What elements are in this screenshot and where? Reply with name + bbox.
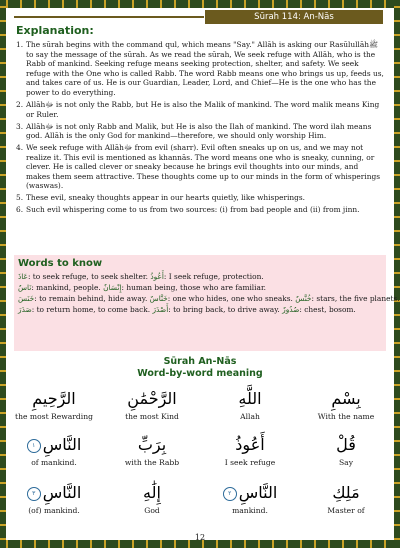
- meaning: God: [144, 506, 160, 515]
- wbw-cell: [112, 480, 192, 516]
- arabic-word: أَعُوذُ: [150, 272, 164, 281]
- wbw-cell: [112, 386, 192, 422]
- item-text: We seek refuge with Allāhﷻ from evil (sharr). Evil often sneaks up on us, and we may not realize it. This evil is mentioned as khannās. The word means one who is sneaky, cunning, or clever. He is called clever or sneaky because he brings evil thoughts into our minds, and makes them seem attractive. These thoughts come up to our minds in the form of whisperings (waswas).: [26, 143, 380, 191]
- meaning: With the name: [317, 412, 375, 421]
- item-number: 1.: [16, 40, 24, 49]
- definition: : to return home, to come back.: [31, 305, 151, 314]
- arabic-word: بِسْمِ: [331, 389, 361, 408]
- arabic-word: نَاسٌ: [18, 283, 32, 292]
- wbw-cell: [210, 386, 290, 422]
- item-text: The sūrah begins with the command qul, which means "Say." Allāh is asking our Rasūlullāhﷺ to say the message of the sūrah. As we read the sūrah, We seek refuge with Allāh, who is the Rabb of mankind. Seeking refuge means seeking protection, shelter, and safety. We seek refuge with the One who is called Rabb. The word Rabb means one who brings us up, feeds us, and takes care of us. He is our Guardian, Leader, Lord, and Chief—He is the one who has the power to do everything.: [26, 40, 384, 97]
- definition: : to remain behind, hide away.: [34, 294, 148, 303]
- arabic-word: مَلِكِ: [332, 483, 360, 502]
- arabic-word: صَدَرَ: [18, 305, 32, 314]
- wbw-cell: [112, 432, 192, 468]
- wbw-cell: [306, 386, 386, 422]
- definition: : to bring back, to drive away.: [168, 305, 280, 314]
- definition: : one who hides, one who sneaks.: [167, 294, 293, 303]
- definition: : mankind, people.: [31, 283, 101, 292]
- explanation-item: [16, 193, 384, 203]
- definition: : human being, those who are familiar.: [121, 283, 267, 292]
- item-number: 3.: [16, 121, 24, 131]
- arabic-word: خَنَّاسٌ: [149, 294, 168, 303]
- item-text: Allāhﷻ is not only the Rabb, but He is also the Malik of mankind. The word malik means King or Ruler.: [26, 99, 380, 119]
- wbw-cell: [210, 432, 290, 468]
- arabic-word: [14, 480, 94, 506]
- vocab-row: [18, 304, 382, 315]
- decorative-border-top: [0, 0, 400, 8]
- arabic-word: اللَّهِ: [238, 389, 262, 408]
- ayah-marker-icon: ١: [27, 439, 41, 453]
- wbw-cell: [210, 480, 290, 516]
- wbw-cell: [306, 432, 386, 468]
- definition: : I seek refuge, protection.: [163, 272, 264, 281]
- header-rule: [14, 16, 204, 18]
- arabic-word: بِرَبِّ: [137, 435, 167, 454]
- item-text: These evil, sneaky thoughts appear in our hearts quietly, like whisperings.: [26, 193, 305, 203]
- explanation-item: [16, 100, 384, 119]
- ayah-marker-icon: ٣: [27, 487, 41, 501]
- wbw-cell: [14, 432, 94, 468]
- ayah-marker-icon: ٢: [223, 487, 237, 501]
- meaning: the most Kind: [125, 412, 179, 421]
- definition: : to seek refuge, to seek shelter.: [27, 272, 148, 281]
- vocab-row: [18, 282, 382, 293]
- arabic-word: خَنَسَ: [18, 294, 35, 303]
- arabic-word: [210, 480, 290, 506]
- arabic-word: أَصْدَرَ: [152, 305, 169, 314]
- item-number: 5.: [16, 193, 24, 203]
- vocab-row: [18, 271, 382, 282]
- decorative-border-right: [394, 0, 400, 548]
- words-to-know-list: [18, 271, 400, 315]
- decorative-border-left: [0, 0, 6, 548]
- arabic-word: قُلْ: [336, 435, 356, 454]
- meaning: with the Rabb: [124, 458, 180, 467]
- page-number: 12: [194, 533, 206, 542]
- arabic-word: [14, 432, 94, 458]
- vocab-row: [18, 293, 400, 304]
- arabic-word: إِنْسَانٌ: [103, 283, 122, 292]
- item-number: 2.: [16, 99, 24, 109]
- meaning: I seek refuge: [224, 458, 276, 467]
- item-number: 6.: [16, 205, 24, 215]
- arabic-text: النَّاسِ: [42, 483, 82, 502]
- item-text: Allāhﷻ is not only Rabb and Malik, but He is also the Ilah of mankind. The word ilah means god. Allāh is the only God for mankind—therefore, we should only worship Him.: [26, 121, 372, 141]
- meaning: of mankind.: [31, 458, 77, 467]
- arabic-word: الرَّحِيمِ: [32, 389, 76, 408]
- meaning: mankind.: [232, 506, 268, 515]
- arabic-word: أَعُوذُ: [235, 435, 265, 454]
- surah-title: Sūrah An-Nās: [163, 356, 237, 367]
- words-to-know-heading: Words to know: [18, 258, 103, 269]
- meaning: Master of: [327, 506, 365, 515]
- arabic-word: صُدُورٌ: [282, 305, 300, 314]
- explanation-item: [16, 205, 384, 215]
- wbw-subtitle: Word-by-word meaning: [137, 368, 263, 379]
- explanation-list: [16, 40, 384, 217]
- wbw-cell: [306, 480, 386, 516]
- explanation-item: [16, 122, 384, 141]
- wbw-cell: [14, 480, 94, 516]
- arabic-text: النَّاسِ: [42, 435, 82, 454]
- running-header: Sūrah 114: An-Nās: [205, 10, 383, 24]
- meaning: Say: [338, 458, 354, 467]
- item-number: 4.: [16, 143, 24, 153]
- item-text: Such evil whispering come to us from two sources: (i) from bad people and (ii) from jinn.: [26, 205, 360, 215]
- explanation-item: [16, 143, 384, 191]
- arabic-word: الرَّحْمَٰنِ: [127, 389, 177, 408]
- explanation-heading: Explanation:: [16, 24, 94, 37]
- meaning: the most Rewarding: [15, 412, 93, 421]
- explanation-item: [16, 40, 384, 98]
- arabic-text: النَّاسِ: [238, 483, 278, 502]
- wbw-cell: [14, 386, 94, 422]
- arabic-word: خُنَّسٌ: [295, 294, 312, 303]
- definition: : chest, bosom.: [299, 305, 356, 314]
- meaning: Allah: [240, 412, 260, 421]
- arabic-word: إِلَٰهِ: [143, 483, 161, 502]
- definition: : stars, the five planets.: [311, 294, 400, 303]
- meaning: (of) mankind.: [28, 506, 80, 515]
- arabic-word: عَاذَ: [18, 272, 28, 281]
